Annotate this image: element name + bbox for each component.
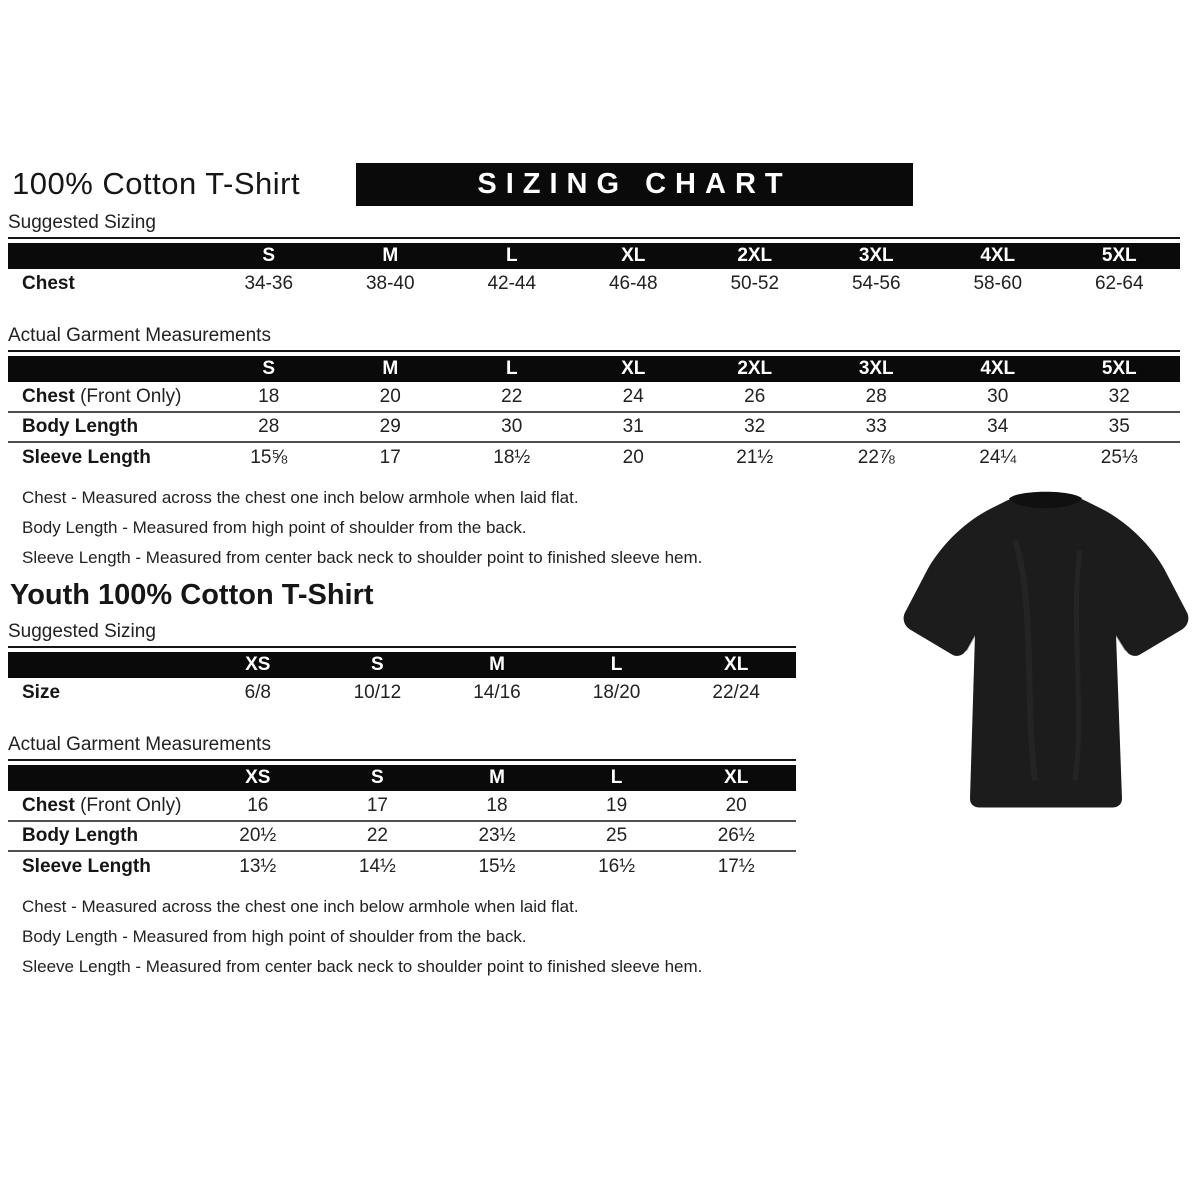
measurement-cell: 10/12 <box>353 682 402 703</box>
measurement-cell: 28 <box>865 385 887 407</box>
sizing-chart-banner-text: SIZING CHART <box>477 168 792 200</box>
measurement-cell: 16½ <box>557 851 677 881</box>
measurement-cell: 19 <box>606 794 628 816</box>
measurement-note: Chest - Measured across the chest one inch below armhole when laid flat. <box>22 488 579 507</box>
youth-suggested-sizing-table <box>8 652 796 708</box>
table-row <box>8 678 796 708</box>
size-column-header: M <box>437 765 557 791</box>
measurement-cell: 50-52 <box>730 273 780 294</box>
measurement-cell: 58-60 <box>973 273 1023 294</box>
table-row <box>8 442 1180 472</box>
table-row <box>8 851 796 881</box>
row-label: Chest <box>22 273 75 294</box>
size-column-header: S <box>208 243 330 269</box>
measurement-cell: 32 <box>694 412 816 442</box>
measurement-note: Chest - Measured across the chest one inch below armhole when laid flat. <box>22 897 579 916</box>
size-column-header: XL <box>676 652 796 678</box>
youth-actual-measurements-label: Actual Garment Measurements <box>8 734 796 761</box>
row-label-header <box>8 765 198 791</box>
size-column-header: XS <box>198 765 318 791</box>
size-column-header: 5XL <box>1059 243 1181 269</box>
size-column-header: S <box>208 356 330 382</box>
size-column-header: 4XL <box>937 356 1059 382</box>
row-label: Body Length <box>8 821 198 851</box>
measurement-cell: 25 <box>557 821 677 851</box>
adult-suggested-sizing-label: Suggested Sizing <box>8 212 1180 239</box>
size-column-header: S <box>318 652 438 678</box>
measurement-cell: 18/20 <box>592 682 641 703</box>
measurement-cell: 26½ <box>676 821 796 851</box>
row-label-header <box>8 356 208 382</box>
size-column-header: L <box>557 652 677 678</box>
size-column-header: XL <box>676 765 796 791</box>
measurement-cell: 18 <box>486 794 508 816</box>
measurement-cell: 22/24 <box>712 682 760 703</box>
measurement-cell: 24¼ <box>937 442 1059 472</box>
measurement-note: Sleeve Length - Measured from center back neck to shoulder point to finished sleeve hem. <box>22 957 703 976</box>
size-column-header: M <box>437 652 557 678</box>
measurement-cell: 26 <box>744 385 766 407</box>
measurement-cell: 29 <box>330 412 452 442</box>
row-label: Size <box>22 682 61 703</box>
measurement-cell: 20½ <box>198 821 318 851</box>
measurement-cell: 21½ <box>694 442 816 472</box>
measurement-cell: 24 <box>622 385 644 407</box>
measurement-cell: 38-40 <box>365 273 415 294</box>
youth-section-title: Youth 100% Cotton T-Shirt <box>10 579 374 611</box>
size-column-header: L <box>451 243 573 269</box>
measurement-cell: 30 <box>987 385 1009 407</box>
table-row <box>8 791 796 821</box>
size-column-header: 2XL <box>694 356 816 382</box>
measurement-cell: 33 <box>816 412 938 442</box>
measurement-cell: 20 <box>573 442 695 472</box>
measurement-cell: 14½ <box>318 851 438 881</box>
row-label-header <box>8 243 208 269</box>
size-column-header: XS <box>198 652 318 678</box>
youth-suggested-sizing-label: Suggested Sizing <box>8 621 796 648</box>
measurement-note: Sleeve Length - Measured from center back neck to shoulder point to finished sleeve hem. <box>22 548 703 567</box>
row-label-header <box>8 652 198 678</box>
size-column-header: 4XL <box>937 243 1059 269</box>
measurement-cell: 17 <box>366 794 388 816</box>
measurement-cell: 30 <box>451 412 573 442</box>
measurement-cell: 16 <box>247 794 269 816</box>
size-column-header: 3XL <box>816 356 938 382</box>
measurement-cell: 20 <box>725 794 747 816</box>
youth-actual-measurements-table <box>8 765 796 881</box>
table-row <box>8 821 796 851</box>
measurement-cell: 62-64 <box>1094 273 1144 294</box>
measurement-cell: 54-56 <box>851 273 901 294</box>
measurement-cell: 15⅝ <box>208 442 330 472</box>
measurement-cell: 34 <box>937 412 1059 442</box>
table-row <box>8 269 1180 299</box>
row-label: Chest (Front Only) <box>22 385 182 407</box>
measurement-cell: 22 <box>501 385 523 407</box>
size-column-header: XL <box>573 243 695 269</box>
measurement-cell: 14/16 <box>473 682 521 703</box>
measurement-cell: 42-44 <box>487 273 537 294</box>
size-column-header: 3XL <box>816 243 938 269</box>
measurement-cell: 46-48 <box>608 273 658 294</box>
adult-actual-measurements-table <box>8 356 1180 472</box>
size-column-header: M <box>330 243 452 269</box>
size-column-header: M <box>330 356 452 382</box>
size-column-header: 2XL <box>694 243 816 269</box>
tshirt-image <box>895 478 1195 813</box>
measurement-cell: 22 <box>318 821 438 851</box>
measurement-note: Body Length - Measured from high point of shoulder from the back. <box>22 927 527 946</box>
measurement-cell: 6/8 <box>244 682 271 703</box>
row-label: Sleeve Length <box>8 442 208 472</box>
measurement-cell: 34-36 <box>244 273 294 294</box>
measurement-cell: 35 <box>1059 412 1181 442</box>
row-label: Chest (Front Only) <box>22 794 182 816</box>
measurement-cell: 23½ <box>437 821 557 851</box>
table-row <box>8 382 1180 412</box>
measurement-cell: 17½ <box>676 851 796 881</box>
measurement-cell: 31 <box>573 412 695 442</box>
measurement-cell: 15½ <box>437 851 557 881</box>
size-column-header: L <box>557 765 677 791</box>
measurement-cell: 25⅓ <box>1059 442 1181 472</box>
sizing-chart-banner <box>356 163 913 206</box>
size-column-header: L <box>451 356 573 382</box>
black-tshirt-photo <box>895 478 1195 813</box>
size-column-header: S <box>318 765 438 791</box>
measurement-cell: 20 <box>379 385 401 407</box>
measurement-note: Body Length - Measured from high point of shoulder from the back. <box>22 518 527 537</box>
size-column-header: XL <box>573 356 695 382</box>
row-label: Body Length <box>8 412 208 442</box>
header-row <box>8 163 1192 206</box>
table-row <box>8 412 1180 442</box>
measurement-cell: 18½ <box>451 442 573 472</box>
measurement-cell: 32 <box>1108 385 1130 407</box>
row-label: Sleeve Length <box>8 851 198 881</box>
measurement-cell: 13½ <box>198 851 318 881</box>
adult-actual-measurements-label: Actual Garment Measurements <box>8 325 1180 352</box>
measurement-cell: 18 <box>258 385 280 407</box>
page-title: 100% Cotton T-Shirt <box>12 166 301 201</box>
adult-suggested-sizing-table <box>8 243 1180 299</box>
youth-measurement-notes <box>8 892 1192 982</box>
size-column-header: 5XL <box>1059 356 1181 382</box>
measurement-cell: 17 <box>330 442 452 472</box>
measurement-cell: 22⅞ <box>816 442 938 472</box>
measurement-cell: 28 <box>208 412 330 442</box>
